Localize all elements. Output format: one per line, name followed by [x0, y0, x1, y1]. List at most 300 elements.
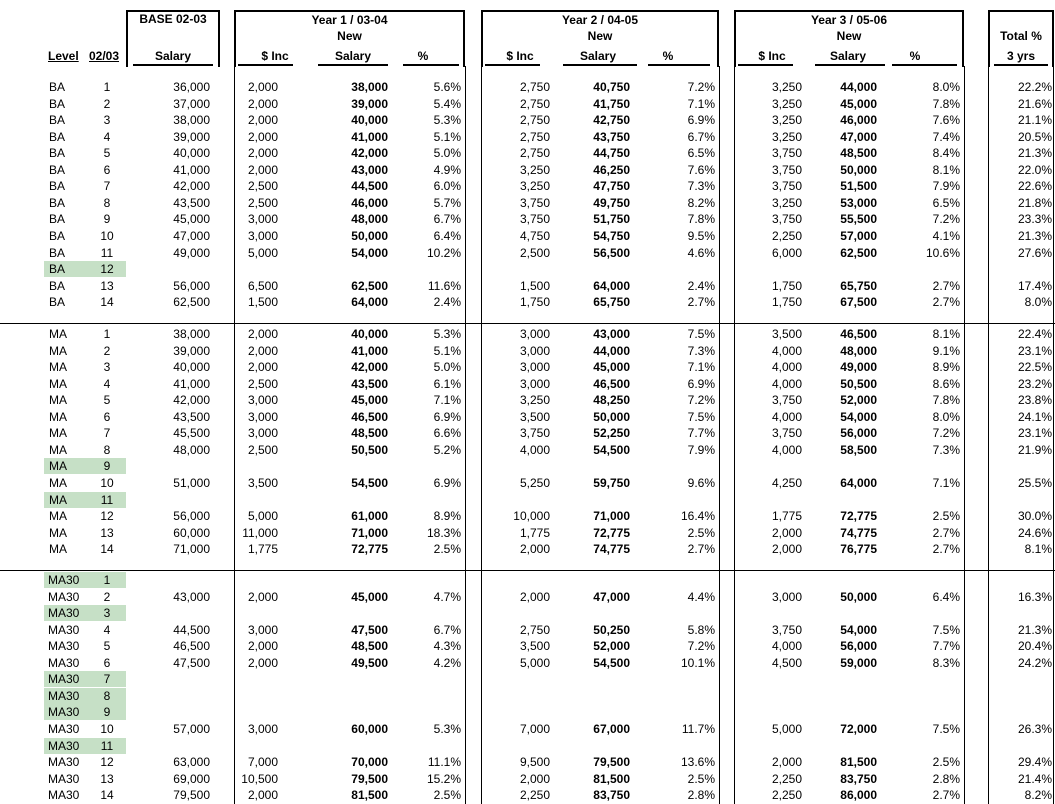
level-cell: BA — [49, 96, 66, 111]
total-pct-cell: 23.1% — [1017, 426, 1052, 441]
y1-inc-cell: 7,000 — [247, 755, 278, 770]
y1-pct-cell: 18.3% — [426, 525, 461, 540]
y2-pct-cell: 7.3% — [687, 179, 715, 194]
y1-salary-cell: 47,500 — [351, 622, 388, 637]
y3-salary-cell: 49,000 — [840, 360, 877, 375]
y2-inc-cell: 3,500 — [519, 409, 550, 424]
y2-salary-cell: 54,750 — [593, 228, 630, 243]
y3-inc-cell: 2,000 — [771, 525, 802, 540]
y1-inc-cell: 1,775 — [247, 542, 278, 557]
base-salary-cell: 48,000 — [173, 442, 210, 457]
header-underline — [738, 64, 793, 66]
level-cell: MA — [49, 492, 67, 507]
y2-pct-cell: 2.5% — [687, 771, 715, 786]
y1-inc-cell: 11,000 — [242, 525, 278, 540]
total-pct-cell: 16.3% — [1017, 589, 1052, 604]
step-cell: 2 — [103, 589, 111, 604]
step-cell: 3 — [103, 606, 111, 621]
y2-inc-cell: 3,000 — [519, 343, 550, 358]
y3-inc-cell: 3,750 — [771, 622, 802, 637]
y1-salary-cell: 64,000 — [351, 295, 388, 310]
y1-salary-cell: 41,000 — [351, 343, 388, 358]
total-pct-cell: 20.5% — [1017, 129, 1052, 144]
y2-pct-cell: 4.4% — [687, 589, 715, 604]
step-cell: 4 — [103, 622, 111, 637]
y3-inc-cell: 3,250 — [771, 80, 802, 94]
total-pct-cell: 21.3% — [1017, 228, 1052, 243]
base-salary-cell: 56,000 — [173, 509, 210, 524]
y1-inc-cell: 3,000 — [247, 721, 278, 736]
y2-salary-cell: 54,500 — [593, 442, 630, 457]
step-cell: 6 — [103, 655, 111, 670]
year1-pct-header: % — [417, 49, 429, 63]
y3-inc-cell: 2,000 — [771, 542, 802, 557]
level-cell: MA — [49, 525, 67, 540]
y1-inc-cell: 2,000 — [247, 129, 278, 144]
y2-salary-cell: 43,750 — [593, 129, 630, 144]
y2-salary-cell: 44,000 — [593, 343, 630, 358]
level-cell: BA — [49, 146, 66, 161]
y3-salary-cell: 46,500 — [840, 327, 877, 341]
step-cell: 14 — [100, 295, 114, 310]
level-cell: MA — [49, 343, 67, 358]
y1-salary-cell: 43,500 — [351, 376, 388, 391]
y3-salary-cell: 47,000 — [840, 129, 877, 144]
base-salary-cell: 38,000 — [173, 113, 210, 128]
y2-inc-cell: 1,775 — [519, 525, 550, 540]
y1-salary-cell: 48,500 — [351, 426, 388, 441]
y1-pct-cell: 8.9% — [433, 509, 461, 524]
y1-pct-cell: 4.2% — [433, 655, 461, 670]
y2-pct-cell: 2.7% — [687, 542, 715, 557]
year3-pct-header: % — [909, 49, 921, 63]
y1-inc-cell: 3,000 — [247, 393, 278, 408]
year3-inc-header: $ Inc — [758, 49, 786, 63]
step-cell: 14 — [100, 542, 114, 557]
total-pct-cell: 20.4% — [1017, 639, 1052, 654]
y2-inc-cell: 3,750 — [519, 195, 550, 210]
y3-inc-cell: 4,000 — [771, 343, 802, 358]
y1-inc-cell: 2,000 — [247, 655, 278, 670]
y1-salary-cell: 50,000 — [351, 228, 388, 243]
step-cell: 1 — [103, 573, 111, 587]
y3-pct-cell: 2.7% — [932, 295, 960, 310]
y3-pct-cell: 8.3% — [932, 655, 960, 670]
y3-salary-cell: 64,000 — [840, 475, 877, 490]
y3-inc-cell: 3,750 — [771, 212, 802, 227]
y3-salary-cell: 50,500 — [840, 376, 877, 391]
base-salary-cell: 62,500 — [173, 295, 210, 310]
y1-salary-cell: 38,000 — [351, 80, 388, 94]
level-cell: BA — [49, 162, 66, 177]
level-cell: MA30 — [48, 622, 80, 637]
y2-inc-cell: 1,500 — [519, 278, 550, 293]
y2-pct-cell: 7.9% — [687, 442, 715, 457]
step-cell: 7 — [103, 179, 111, 194]
total-pct-cell: 23.3% — [1017, 212, 1052, 227]
y1-inc-cell: 5,000 — [247, 245, 278, 260]
y3-pct-cell: 10.6% — [925, 245, 960, 260]
y1-salary-cell: 42,000 — [351, 360, 388, 375]
y2-salary-cell: 56,500 — [593, 245, 630, 260]
y2-pct-cell: 2.8% — [687, 788, 715, 803]
y1-pct-cell: 6.9% — [433, 409, 461, 424]
y1-inc-cell: 3,000 — [247, 228, 278, 243]
y1-pct-cell: 5.3% — [433, 721, 461, 736]
y2-salary-cell: 51,750 — [593, 212, 630, 227]
y1-pct-cell: 5.3% — [433, 327, 461, 341]
y3-inc-cell: 6,000 — [771, 245, 802, 260]
step-cell: 11 — [100, 492, 114, 507]
base-salary-cell: 40,000 — [173, 360, 210, 375]
y2-salary-cell: 43,000 — [593, 327, 630, 341]
y2-pct-cell: 7.5% — [687, 327, 715, 341]
y2-pct-cell: 10.1% — [680, 655, 715, 670]
y1-pct-cell: 2.5% — [433, 542, 461, 557]
y2-inc-cell: 10,000 — [513, 509, 550, 524]
y1-pct-cell: 2.5% — [433, 788, 461, 803]
y1-pct-cell: 6.7% — [433, 212, 461, 227]
level-cell: MA30 — [48, 755, 80, 770]
step-cell: 6 — [103, 409, 111, 424]
y1-pct-cell: 4.9% — [433, 162, 461, 177]
y1-inc-cell: 10,500 — [241, 771, 278, 786]
y1-salary-cell: 81,500 — [351, 788, 388, 803]
step-cell: 8 — [103, 442, 111, 457]
y2-inc-cell: 7,000 — [519, 721, 550, 736]
y2-inc-cell: 3,250 — [519, 162, 550, 177]
y2-inc-cell: 5,250 — [519, 475, 550, 490]
step-cell: 9 — [103, 212, 111, 227]
y3-pct-cell: 8.1% — [932, 327, 960, 341]
y1-inc-cell: 2,000 — [247, 146, 278, 161]
y1-pct-cell: 5.1% — [433, 129, 461, 144]
base-salary-cell: 41,000 — [173, 376, 210, 391]
total-pct-cell: 23.2% — [1017, 376, 1052, 391]
y2-salary-cell: 46,500 — [593, 376, 630, 391]
y3-pct-cell: 7.2% — [932, 212, 960, 227]
level-cell: MA30 — [48, 606, 80, 621]
base-salary-cell: 40,000 — [173, 146, 210, 161]
y3-salary-cell: 45,000 — [840, 96, 877, 111]
year3-salary-header: Salary — [829, 49, 867, 63]
y1-salary-cell: 46,000 — [351, 195, 388, 210]
y3-salary-cell: 72,775 — [840, 509, 877, 524]
y2-pct-cell: 9.5% — [687, 228, 715, 243]
y1-pct-cell: 5.0% — [433, 146, 461, 161]
y3-salary-cell: 81,500 — [840, 755, 877, 770]
y3-pct-cell: 6.4% — [932, 589, 960, 604]
y3-salary-cell: 72,000 — [840, 721, 877, 736]
y2-salary-cell: 50,250 — [593, 622, 630, 637]
level-cell: MA30 — [48, 639, 80, 654]
y3-pct-cell: 7.2% — [932, 426, 960, 441]
y1-inc-cell: 2,500 — [247, 376, 278, 391]
y3-salary-cell: 59,000 — [840, 655, 877, 670]
column-separator — [481, 66, 482, 804]
y3-pct-cell: 2.8% — [932, 771, 960, 786]
level-cell: BA — [49, 262, 66, 277]
y3-salary-cell: 57,000 — [840, 228, 877, 243]
y2-inc-cell: 5,000 — [519, 655, 550, 670]
header-underline — [563, 64, 637, 66]
y2-inc-cell: 3,500 — [519, 639, 550, 654]
y2-pct-cell: 2.5% — [687, 525, 715, 540]
level-cell: MA — [49, 542, 67, 557]
y3-pct-cell: 7.1% — [932, 475, 960, 490]
level-cell: BA — [49, 295, 66, 310]
y3-inc-cell: 2,250 — [771, 788, 802, 803]
y3-inc-cell: 4,500 — [771, 655, 802, 670]
y3-pct-cell: 2.7% — [932, 525, 960, 540]
step-cell: 2 — [103, 96, 111, 111]
step-cell: 11 — [100, 245, 114, 260]
level-cell: BA — [49, 195, 66, 210]
y3-pct-cell: 2.7% — [932, 542, 960, 557]
y3-inc-cell: 4,250 — [771, 475, 802, 490]
header-underline — [403, 64, 459, 66]
step-cell: 12 — [100, 262, 114, 277]
y2-inc-cell: 2,000 — [519, 771, 550, 786]
y1-salary-cell: 40,000 — [351, 113, 388, 128]
base-salary-cell: 39,000 — [173, 129, 210, 144]
year2-header: Year 2 / 04-05 — [561, 13, 639, 27]
step-cell: 5 — [103, 639, 111, 654]
y1-pct-cell: 6.0% — [433, 179, 461, 194]
y3-inc-cell: 3,250 — [771, 129, 802, 144]
y1-inc-cell: 2,000 — [247, 343, 278, 358]
y3-salary-cell: 54,000 — [840, 409, 877, 424]
step-cell: 6 — [103, 162, 111, 177]
level-cell: BA — [49, 113, 66, 128]
y3-pct-cell: 4.1% — [932, 228, 960, 243]
total-pct-cell: 8.2% — [1024, 788, 1052, 803]
column-separator — [1053, 66, 1054, 804]
y3-salary-cell: 50,000 — [840, 589, 877, 604]
step-cell: 1 — [103, 80, 111, 94]
y3-inc-cell: 3,750 — [771, 179, 802, 194]
y1-salary-cell: 48,000 — [351, 212, 388, 227]
y3-pct-cell: 8.1% — [932, 162, 960, 177]
y1-salary-cell: 62,500 — [351, 278, 388, 293]
y2-salary-cell: 47,000 — [593, 589, 630, 604]
y1-inc-cell: 2,000 — [247, 788, 278, 803]
column-separator — [964, 66, 965, 804]
y2-inc-cell: 1,750 — [519, 295, 550, 310]
y3-inc-cell: 2,250 — [771, 228, 802, 243]
y1-salary-cell: 45,000 — [351, 393, 388, 408]
total-pct-cell: 21.6% — [1017, 96, 1052, 111]
y3-pct-cell: 7.8% — [932, 96, 960, 111]
header-underline — [994, 64, 1048, 66]
y1-inc-cell: 3,000 — [247, 622, 278, 637]
y1-inc-cell: 2,000 — [247, 327, 278, 341]
total-pct-cell: 8.1% — [1024, 542, 1052, 557]
y2-inc-cell: 3,750 — [519, 426, 550, 441]
y2-salary-cell: 41,750 — [593, 96, 630, 111]
y1-salary-cell: 79,500 — [351, 771, 388, 786]
base-salary-cell: 60,000 — [173, 525, 210, 540]
y2-salary-cell: 72,775 — [593, 525, 630, 540]
y2-inc-cell: 4,750 — [519, 228, 550, 243]
y1-salary-cell: 42,000 — [351, 146, 388, 161]
y1-salary-cell: 72,775 — [351, 542, 388, 557]
step-cell: 10 — [100, 475, 114, 490]
step-cell: 11 — [100, 738, 114, 753]
total-pct-cell: 23.1% — [1017, 343, 1052, 358]
base-header: BASE 02-03 — [139, 12, 207, 26]
level-cell: MA — [49, 509, 67, 524]
column-separator — [719, 66, 720, 804]
level-cell: MA — [49, 426, 67, 441]
step-cell: 12 — [100, 755, 114, 770]
step-cell: 13 — [100, 525, 114, 540]
y3-salary-cell: 65,750 — [840, 278, 877, 293]
y2-inc-cell: 2,750 — [519, 129, 550, 144]
y2-pct-cell: 7.8% — [687, 212, 715, 227]
y2-pct-cell: 7.2% — [687, 393, 715, 408]
y3-pct-cell: 9.1% — [932, 343, 960, 358]
total-pct-cell: 21.1% — [1017, 113, 1052, 128]
header-underline — [648, 64, 710, 66]
level-cell: MA30 — [48, 573, 80, 587]
y3-inc-cell: 2,000 — [771, 755, 802, 770]
total-pct-cell: 30.0% — [1017, 509, 1052, 524]
y1-pct-cell: 7.1% — [433, 393, 461, 408]
y3-pct-cell: 6.5% — [932, 195, 960, 210]
y3-inc-cell: 1,750 — [771, 278, 802, 293]
base-salary-cell: 42,000 — [173, 393, 210, 408]
y3-salary-cell: 46,000 — [840, 113, 877, 128]
total-pct-cell: 24.2% — [1017, 655, 1052, 670]
y2-pct-cell: 2.4% — [687, 278, 715, 293]
y1-pct-cell: 5.2% — [433, 442, 461, 457]
y3-salary-cell: 58,500 — [840, 442, 877, 457]
y3-salary-cell: 55,500 — [840, 212, 877, 227]
y1-salary-cell: 48,500 — [351, 639, 388, 654]
y1-inc-cell: 5,000 — [247, 509, 278, 524]
y2-salary-cell: 45,000 — [593, 360, 630, 375]
y1-pct-cell: 5.1% — [433, 343, 461, 358]
base-salary-cell: 46,500 — [173, 639, 210, 654]
y3-salary-cell: 76,775 — [840, 542, 877, 557]
y1-pct-cell: 5.7% — [433, 195, 461, 210]
step-cell: 8 — [103, 195, 111, 210]
y3-inc-cell: 4,000 — [771, 442, 802, 457]
y3-inc-cell: 3,250 — [771, 113, 802, 128]
y2-inc-cell: 3,250 — [519, 393, 550, 408]
y3-inc-cell: 3,750 — [771, 393, 802, 408]
y1-inc-cell: 2,000 — [247, 96, 278, 111]
y2-salary-cell: 42,750 — [593, 113, 630, 128]
y1-salary-cell: 71,000 — [351, 525, 388, 540]
y1-salary-cell: 39,000 — [351, 96, 388, 111]
y2-inc-cell: 9,500 — [519, 755, 550, 770]
total-pct-cell: 8.0% — [1024, 295, 1052, 310]
y2-pct-cell: 2.7% — [687, 295, 715, 310]
y3-salary-cell: 56,000 — [840, 426, 877, 441]
level-cell: MA — [49, 327, 67, 341]
y1-pct-cell: 10.2% — [426, 245, 461, 260]
y2-inc-cell: 4,000 — [519, 442, 550, 457]
y1-salary-cell: 40,000 — [351, 327, 388, 341]
y1-salary-cell: 45,000 — [351, 589, 388, 604]
total-pct-cell: 26.3% — [1017, 721, 1052, 736]
y2-pct-cell: 11.7% — [681, 721, 715, 736]
step-cell: 7 — [103, 426, 111, 441]
y1-inc-cell: 2,000 — [247, 639, 278, 654]
base-salary-cell: 49,000 — [173, 245, 210, 260]
year2-pct-header: % — [662, 49, 674, 63]
y3-pct-cell: 2.7% — [932, 278, 960, 293]
level-cell: BA — [49, 228, 66, 243]
total-pct-cell: 21.3% — [1017, 622, 1052, 637]
y1-pct-cell: 11.6% — [427, 278, 461, 293]
base-salary-cell: 42,000 — [173, 179, 210, 194]
y2-inc-cell: 2,750 — [519, 96, 550, 111]
y3-salary-cell: 48,000 — [840, 343, 877, 358]
y3-pct-cell: 7.5% — [932, 721, 960, 736]
y3-inc-cell: 4,000 — [771, 360, 802, 375]
step-cell: 7 — [103, 672, 111, 687]
base-salary-cell: 45,000 — [173, 212, 210, 227]
y3-inc-cell: 1,775 — [771, 509, 802, 524]
total-pct-cell: 29.4% — [1017, 755, 1052, 770]
level-cell: MA — [49, 459, 67, 474]
y3-salary-cell: 51,500 — [840, 179, 877, 194]
column-separator — [734, 66, 735, 804]
y3-pct-cell: 8.9% — [932, 360, 960, 375]
step-cell: 13 — [100, 278, 114, 293]
level-cell: MA30 — [48, 672, 80, 687]
y1-salary-cell: 43,000 — [351, 162, 388, 177]
level-cell: MA30 — [48, 655, 80, 670]
year3-new: New — [836, 29, 862, 43]
y1-pct-cell: 4.3% — [433, 639, 461, 654]
y1-inc-cell: 2,500 — [247, 179, 278, 194]
y1-inc-cell: 6,500 — [247, 278, 278, 293]
y2-pct-cell: 7.1% — [687, 96, 715, 111]
y1-inc-cell: 3,000 — [247, 426, 278, 441]
step-cell: 9 — [103, 459, 111, 474]
y2-pct-cell: 6.9% — [687, 376, 715, 391]
column-separator — [234, 66, 235, 804]
level-cell: MA30 — [48, 771, 80, 786]
y2-salary-cell: 67,000 — [593, 721, 630, 736]
y1-inc-cell: 2,000 — [247, 360, 278, 375]
step-cell: 4 — [103, 376, 111, 391]
level-header: Level — [48, 49, 79, 63]
step-cell: 1 — [103, 327, 111, 341]
header-underline — [318, 64, 388, 66]
y2-pct-cell: 6.7% — [687, 129, 715, 144]
y1-salary-cell: 60,000 — [351, 721, 388, 736]
y1-pct-cell: 6.9% — [433, 475, 461, 490]
level-cell: MA — [49, 409, 67, 424]
y3-pct-cell: 2.5% — [932, 755, 960, 770]
header-underline — [133, 64, 213, 66]
y3-inc-cell: 3,750 — [771, 426, 802, 441]
y3-inc-cell: 3,750 — [771, 146, 802, 161]
y1-salary-cell: 50,500 — [351, 442, 388, 457]
y2-inc-cell: 2,750 — [519, 80, 550, 94]
header-underline — [485, 64, 540, 66]
y3-salary-cell: 74,775 — [840, 525, 877, 540]
y3-salary-cell: 50,000 — [840, 162, 877, 177]
header-underline — [815, 64, 885, 66]
base-salary-header: Salary — [154, 49, 192, 63]
y3-salary-cell: 86,000 — [840, 788, 877, 803]
